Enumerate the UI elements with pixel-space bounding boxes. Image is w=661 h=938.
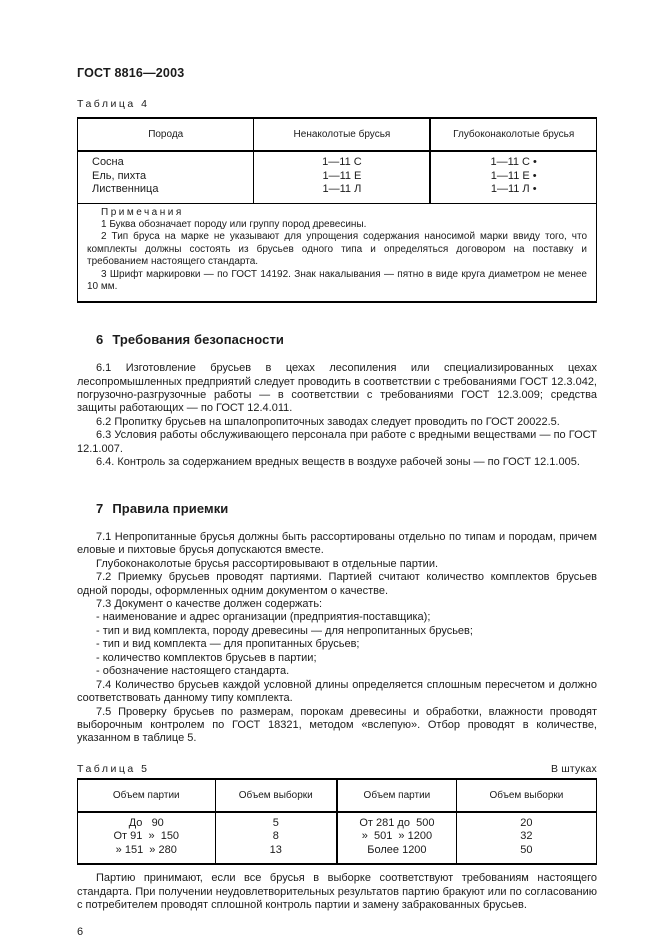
section7-number: 7 (96, 500, 104, 516)
lot-range-6: Более 1200 (367, 843, 427, 856)
page-number: 6 (77, 925, 84, 938)
table4-body-row (78, 151, 597, 203)
mark-el: 1—11 Е (322, 169, 362, 182)
table4-caption: Таблица 4 (77, 98, 150, 110)
table5-body-row (78, 812, 597, 865)
table5-lot2-cell (337, 812, 456, 865)
table4-header-row (78, 118, 597, 151)
mark-sosna-deep: 1—11 С • (490, 156, 537, 168)
table5-col-sample2: Объем выборки (456, 779, 596, 812)
lot-range-5: » 501 » 1200 (361, 830, 433, 843)
section6-heading (96, 332, 597, 347)
table5-caption: Таблица 5 (77, 762, 150, 775)
sample-size-3: 13 (269, 843, 282, 856)
table5-unit-note: В штуках (550, 762, 597, 775)
table4-nenakolotye-cell (254, 151, 430, 203)
closing-paragraph: Партию принимают, если все брусья в выборке соответствуют требованиям настоящего стандарта. При получении неудовлетворительных результатов партию бракуют или по согласованию с потребителем проводят сплошной контроль партии и замену забракованных брусьев. (77, 872, 597, 912)
table4-notes-row (78, 203, 597, 302)
table4-col-poroda: Порода (78, 118, 254, 151)
table4 (77, 117, 597, 303)
section7-heading (96, 501, 597, 516)
paragraph-6-1: 6.1 Изготовление брусьев в цехах лесопиления или специализированных цехах лесопромышленных предприятий следует проводить в соответствии с требованиями ГОСТ 12.3.042, погрузочно-разгрузочные работы — в соответствии с требованиями ГОСТ 12.3.009; средства защиты работающих — по ГОСТ 12.4.011. (77, 362, 597, 415)
list-item-5: - обозначение настоящего стандарта. (96, 665, 290, 678)
table5-caption-row (77, 763, 597, 775)
sample-size-6: 50 (520, 843, 533, 856)
species-sosna: Сосна (92, 156, 124, 168)
table4-glubokonakolotye-cell (430, 151, 596, 203)
note-3: 3 Шрифт маркировки — по ГОСТ 14192. Знак накалывания — пятно в виде круга диаметром не менее 10 мм. (87, 268, 587, 293)
lot-range-4: От 281 до 500 (359, 816, 435, 829)
list-item-1: - наименование и адрес организации (предприятия-поставщика); (96, 611, 431, 624)
note-1: 1 Буква обозначает породу или группу пород древесины. (101, 218, 367, 230)
note-2: 2 Тип бруса на марке не указывают для упрощения содержания наносимой марки ввиду того, что комплекты должны состоять из брусьев одного типа и определяться договором на поставку и требованием настоящего стандарта. (87, 231, 587, 268)
doc-number: ГОСТ 8816—2003 (77, 66, 185, 80)
mark-listvennitsa: 1—11 Л (322, 183, 362, 195)
table5 (77, 778, 597, 866)
table4-species-cell (78, 151, 254, 203)
paragraph-7-2: 7.2 Приемку брусьев проводят партиями. Партией считают количество комплектов брусьев одной породы, оформленных одним документом о качестве. (77, 571, 597, 597)
section6-title: Требования безопасности (112, 332, 285, 348)
paragraph-6-2: 6.2 Пропитку брусьев на шпалопропиточных заводах следует проводить по ГОСТ 20022.5. (96, 415, 560, 428)
notes-title: Примечания (101, 206, 184, 218)
table5-col-lot2: Объем партии (337, 779, 456, 812)
paragraph-6-3: 6.3 Условия работы обслуживающего персонала при работе с вредными веществами — по ГОСТ 12.1.007. (77, 429, 597, 455)
species-el-pikhta: Ель, пихта (92, 169, 147, 182)
table5-sample1-cell (215, 812, 337, 865)
section6-number: 6 (96, 332, 104, 348)
table5-col-lot1: Объем партии (78, 779, 216, 812)
sample-size-5: 32 (520, 830, 533, 843)
sample-size-1: 5 (272, 816, 279, 829)
species-listvennitsa: Лиственница (92, 183, 159, 195)
list-item-4: - количество комплектов брусьев в партии; (96, 651, 317, 664)
paragraph-7-4: 7.4 Количество брусьев каждой условной длины определяется сплошным пересчетом и должно соответствовать данному типу комплекта. (77, 678, 597, 705)
table5-lot1-cell (78, 812, 216, 865)
list-item-2: - тип и вид комплекта, породу древесины — для непропитанных брусьев; (96, 624, 473, 637)
paragraph-7-1: 7.1 Непропитанные брусья должны быть рассортированы отдельно по типам и породам, причем еловые и пихтовые брусья допускаются вместе. (77, 530, 597, 557)
lot-range-3: » 151 » 280 (115, 843, 177, 856)
paragraph-7-5: 7.5 Проверку брусьев по размерам, порокам древесины и обработки, влажности проводят выборочным контролем по ГОСТ 18321, методом «вслепую». Отбор проводят в количестве, указанном в таблице 5. (77, 705, 597, 745)
table4-col-glubokonakolotye: Глубоконаколотые брусья (430, 118, 596, 151)
section7-title: Правила приемки (112, 500, 229, 516)
list-item-3: - тип и вид комплекта — для пропитанных брусьев; (96, 638, 360, 651)
lot-range-2: От 91 » 150 (113, 830, 180, 843)
lot-range-1: До 90 (128, 816, 164, 829)
table4-col-nenakolotye: Ненаколотые брусья (254, 118, 430, 151)
sample-size-4: 20 (520, 816, 533, 829)
paragraph-6-4: 6.4. Контроль за содержанием вредных веществ в воздухе рабочей зоны — по ГОСТ 12.1.005. (96, 456, 580, 469)
mark-sosna: 1—11 С (322, 156, 362, 168)
mark-listvennitsa-deep: 1—11 Л • (490, 183, 537, 195)
mark-el-deep: 1—11 Е • (490, 169, 537, 182)
table5-sample2-cell (456, 812, 596, 865)
sample-size-2: 8 (272, 830, 279, 843)
paragraph-7-3: 7.3 Документ о качестве должен содержать: (96, 597, 323, 610)
paragraph-7-1b: Глубоконаколотые брусья рассортировывают в отдельные партии. (96, 557, 439, 570)
table4-notes-cell (78, 203, 597, 302)
table5-header-row (78, 779, 597, 812)
table5-col-sample1: Объем выборки (215, 779, 337, 812)
